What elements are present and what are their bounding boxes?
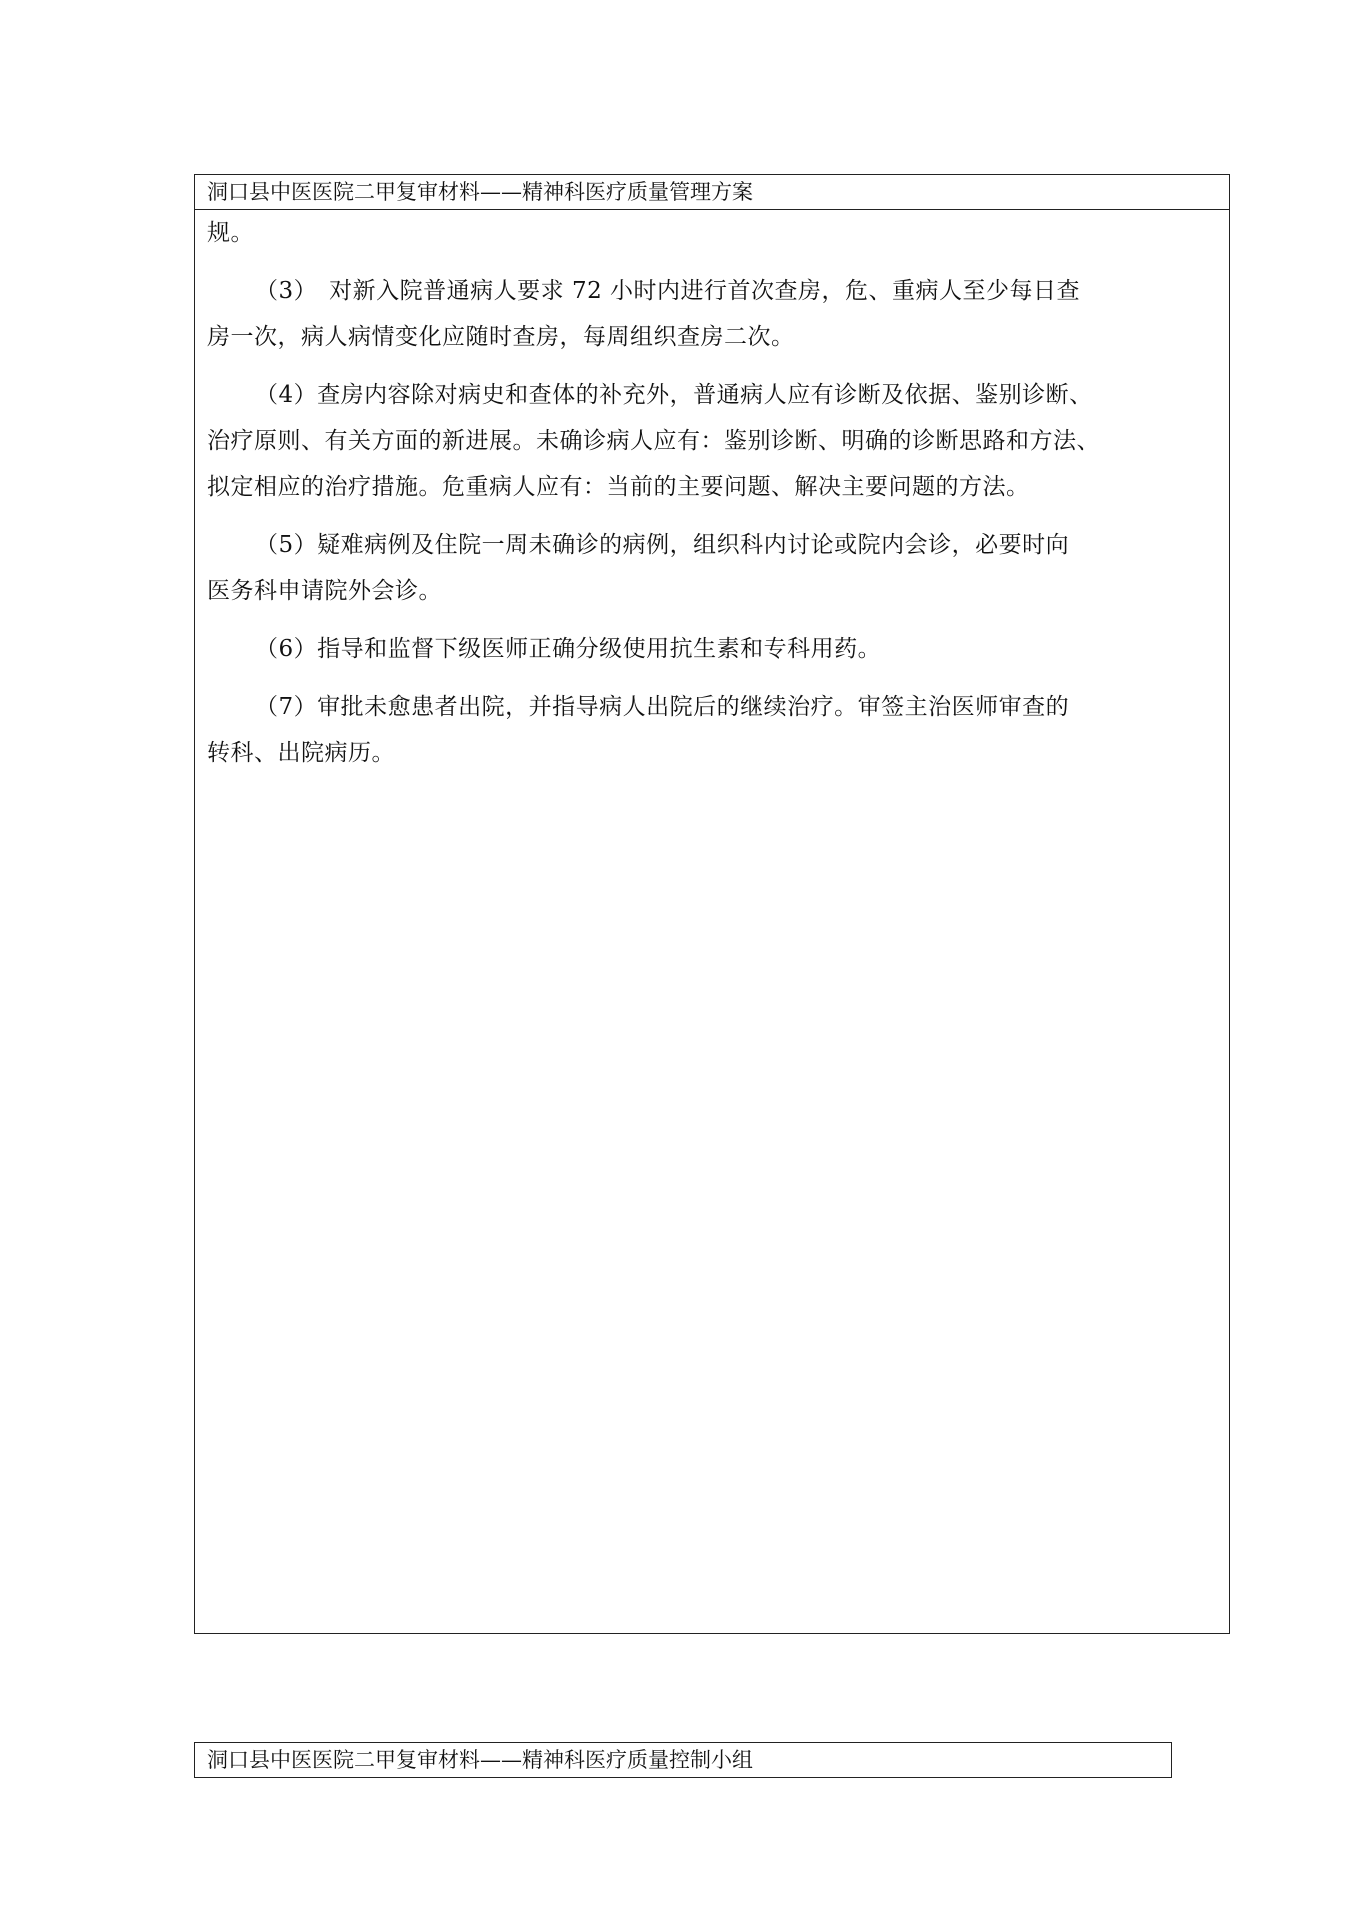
paragraph-line: （4）查房内容除对病史和查体的补充外，普通病人应有诊断及依据、鉴别诊断、: [255, 382, 1093, 408]
document-body: [195, 210, 1229, 776]
page-content-box: [194, 174, 1230, 1634]
paragraph-line: 治疗原则、有关方面的新进展。未确诊病人应有：鉴别诊断、明确的诊断思路和方法、: [207, 428, 1100, 454]
paragraph-line: 规。: [207, 220, 254, 246]
paragraph-line: （7）审批未愈患者出院，并指导病人出院后的继续治疗。审签主治医师审查的: [255, 694, 1070, 720]
next-page-header: 洞口县中医医院二甲复审材料——精神科医疗质量控制小组: [194, 1742, 1172, 1778]
paragraph-line: 房一次，病人病情变化应随时查房，每周组织查房二次。: [207, 324, 795, 350]
paragraph-line: 拟定相应的治疗措施。危重病人应有：当前的主要问题、解决主要问题的方法。: [207, 474, 1030, 500]
paragraph-line: （3） 对新入院普通病人要求 72 小时内进行首次查房，危、重病人至少每日查: [255, 278, 1081, 304]
paragraph-line: （5）疑难病例及住院一周未确诊的病例，组织科内讨论或院内会诊，必要时向: [255, 532, 1070, 558]
page-header: 洞口县中医医院二甲复审材料——精神科医疗质量管理方案: [195, 175, 1229, 210]
paragraph-line: 医务科申请院外会诊。: [207, 578, 442, 604]
paragraph-line: （6）指导和监督下级医师正确分级使用抗生素和专科用药。: [255, 636, 882, 662]
paragraph-line: 转科、出院病历。: [207, 740, 395, 766]
